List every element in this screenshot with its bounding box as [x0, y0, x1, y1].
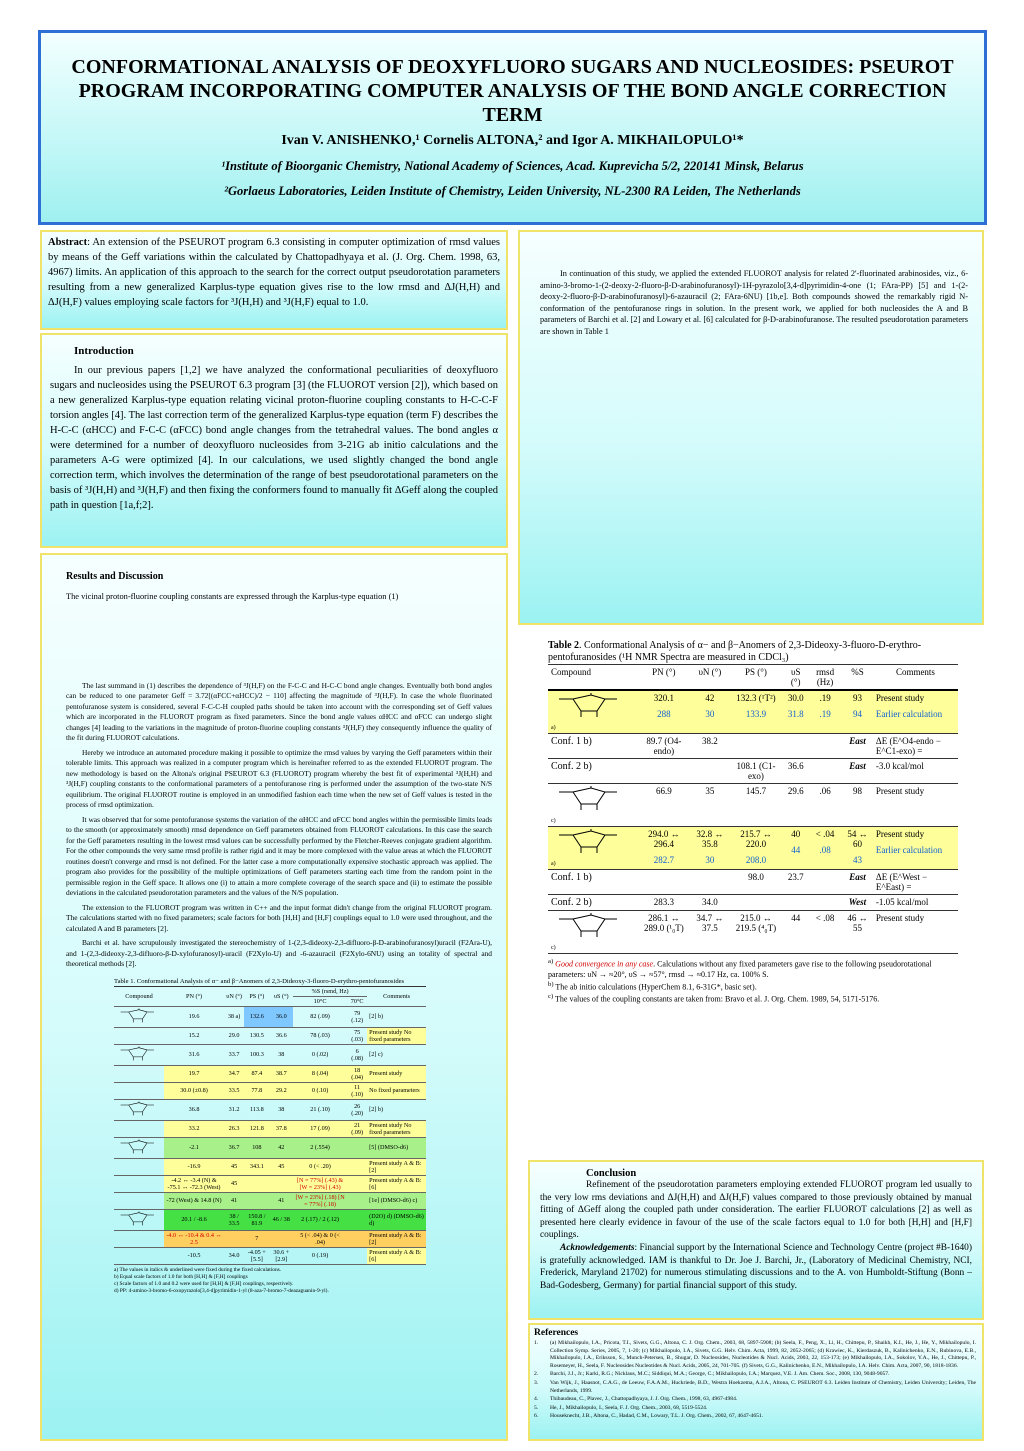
table-cell: 132.6	[244, 1006, 269, 1027]
equation-space	[66, 603, 492, 681]
table-cell-s: 98	[842, 784, 873, 827]
table-row	[548, 734, 958, 759]
t2-note: $^{c)}$ The values of the coupling constants are taken from: Bravo et al. J. Org. Chem. 1989, 54, 5171-5176.	[548, 993, 880, 1004]
table-cell-vn: 34.0	[691, 895, 728, 911]
table-cell: 41	[224, 1192, 244, 1209]
table-cell-rmsd	[808, 895, 842, 911]
table-cell: -72 (West) & 14.8 (N)	[164, 1192, 224, 1209]
table-cell: 2 (.554)	[293, 1137, 347, 1158]
table-cell-rmsd	[808, 870, 842, 895]
affiliation-1: ¹Institute of Bioorganic Chemistry, National Academy of Sciences, Acad. Kuprevicha 5/2, 220141 Minsk, Belarus	[221, 159, 804, 173]
reference-text: Houseknecht, J.B., Altona, C., Hadad, C.M., Lowary, T.L. J. Org. Chem., 2002, 67, 4647-4651.	[550, 1413, 764, 1420]
table-cell-pn	[636, 870, 691, 895]
results-paragraph-1: The last summand in (1) describes the dependence of ³J(H,F) on the F-C-C and H-C-C bond angle changes. Eventually both bond angles can be reduced to one parameter Geff = 3.72[(αFCC+αHCC)/2 − 110] affecting the magnitude of ³J(H,F). In case the whole fluorinated pentofuranose system is considered, several F-C-C-H coupled paths should be taken into account with the corresponding set of Geff values which are incorporated in the FLUOROT program as fixed parameters. Since the bond angle values αHCC and αFCC can undergo slight changes [4] leading to the variations in the magnitude of proton-fluorine coupling constants ³J(H,F) they consequently influence the quality of the fit during FLUOROT calculations.	[66, 680, 492, 742]
table-cell: 36.6	[270, 1027, 293, 1044]
table-cell	[347, 1209, 367, 1230]
table-cell: 21 (.10)	[293, 1099, 347, 1120]
table-cell: 11 (.10)	[347, 1082, 367, 1099]
table-cell: 42	[270, 1137, 293, 1158]
t2-h-pn: PN (°)	[636, 665, 691, 691]
table-cell-pn: 286.1 ↔ 289.0 (¹₀T)	[636, 911, 691, 954]
table-cell: 29.0	[224, 1027, 244, 1044]
table-cell-comment: ΔE (E^West − E^East) =	[873, 870, 958, 895]
reference-number: 3.	[534, 1379, 539, 1386]
table-2-grid	[548, 664, 958, 954]
table-cell: 78 (.03)	[293, 1027, 347, 1044]
table-cell: 45	[224, 1158, 244, 1175]
table-row	[114, 1175, 426, 1192]
reference-number: 2.	[534, 1371, 539, 1378]
reference-item	[534, 1371, 978, 1380]
t2-note: $^{b)}$ The ab initio calculations (HyperChem 8.1, 6-31G*, basic set).	[548, 980, 757, 992]
table-cell-s: 93 94	[842, 690, 873, 734]
table-cell: 17 (.09)	[293, 1120, 347, 1137]
compound-cell	[114, 1137, 164, 1158]
table-cell: 21 (.09)	[347, 1120, 367, 1137]
table-cell-vs: 30.0 31.8	[783, 690, 808, 734]
compound-cell	[114, 1120, 164, 1137]
sugar-ring-icon	[551, 829, 631, 855]
table-cell: 30.6 +[2.9]	[270, 1247, 293, 1264]
table-cell-comment: Present study Earlier calculation	[873, 690, 958, 734]
table-cell: 45	[224, 1175, 244, 1192]
table-row	[114, 1120, 426, 1137]
reference-item	[534, 1405, 978, 1414]
table-cell: 36.0	[270, 1006, 293, 1027]
t1-footnote: c) Scale factors of 1.0 and 0.2 were used for [H,H] & [F,H] couplings, respectively.	[114, 1280, 294, 1287]
table-row	[114, 1192, 426, 1209]
table-cell: 33.2	[164, 1120, 224, 1137]
table-cell: 82 (.09)	[293, 1006, 347, 1027]
table-row	[114, 1006, 426, 1027]
table-cell: 130.5	[244, 1027, 269, 1044]
compound-label: a)	[551, 861, 556, 867]
t1-h-compound: Compound	[114, 986, 164, 1006]
table-cell: -4.2 ↔ -3.4 (N) & -75.1 ↔ -72.3 (West)	[164, 1175, 224, 1192]
table-cell	[244, 1192, 269, 1209]
table-cell: 29.2	[270, 1082, 293, 1099]
compound-cell	[548, 870, 636, 895]
compound-cell	[114, 1027, 164, 1044]
t1-h-ps: PS (°)	[244, 986, 269, 1006]
compound-cell	[114, 1099, 164, 1120]
reference-number: 1.	[534, 1340, 539, 1346]
comment-cell: [2] c)	[367, 1044, 426, 1065]
sugar-ring-icon	[116, 1008, 162, 1024]
comment-cell: [5] (DMSO-d6)	[367, 1137, 426, 1158]
table-cell-rmsd	[808, 759, 842, 784]
table-cell	[270, 1230, 293, 1247]
reference-text: Barchi, J.J., Jr.; Karki, R.G.; Nicklaus, M.C.; Siddiqui, M.A.; George, C.; Mikhailopulo, I.A.; Marquez, V.E. J. Am. Chem. Soc., 2008, 130, 9048-9057.	[550, 1371, 890, 1378]
table-row	[548, 690, 958, 734]
compound-cell	[548, 784, 636, 827]
continuation-panel	[518, 230, 984, 625]
table-cell-vn	[691, 870, 728, 895]
table-cell: 75 (.03)	[347, 1027, 367, 1044]
compound-cell	[548, 734, 636, 759]
table-cell: 20.1 / -8.6	[164, 1209, 224, 1230]
table-cell-comment: Present study	[873, 911, 958, 954]
table-cell-pn	[636, 759, 691, 784]
table-cell: 38	[270, 1099, 293, 1120]
authors: Ivan V. ANISHENKO,¹ Cornelis ALTONA,² and Igor A. MIKHAILOPULO¹*	[281, 133, 744, 148]
abstract-panel	[40, 230, 508, 330]
compound-cell	[548, 911, 636, 954]
table-cell: 5 (< .04) & 0 (< .04)	[293, 1230, 347, 1247]
abstract-label: Abstract	[48, 237, 88, 248]
acknowledgements: Acknowledgements: Financial support by the International Science and Technology Centre (project #B-1640) is gratefully acknowledged. IAM is thankful to Dr. Joe J. Barchi, Jr., (Laboratory of Medicinal Chemistry, NCI, Frederick, Maryland 21702) for numerous stimulating discussions and to the A. von Humboldt-Stiftung (Bonn – Bad-Godesberg, Germany) for partial financial support of this study.	[540, 1242, 972, 1291]
t1-h-s: %S (rsmd, Hz)	[293, 986, 367, 996]
table-cell: 0 (< .20)	[293, 1158, 347, 1175]
compound-cell	[114, 1175, 164, 1192]
table-row	[548, 784, 958, 827]
conclusion-panel	[528, 1160, 984, 1320]
references-heading: References	[534, 1328, 579, 1338]
table-cell-vn: 38.2	[691, 734, 728, 759]
table-cell-s: East	[842, 759, 873, 784]
table-cell: 121.8	[244, 1120, 269, 1137]
table-row	[548, 911, 958, 954]
table-cell	[224, 1230, 244, 1247]
t2-h-s: %S	[842, 665, 873, 691]
table-cell-s: East	[842, 870, 873, 895]
table-cell-vn: 32.8 ↔ 35.8 30	[691, 827, 728, 870]
table-cell: 2 (.17) / 2 (.12)	[293, 1209, 347, 1230]
results-lead: The vicinal proton-fluorine coupling constants are expressed through the Karplus-type equation (1)	[66, 592, 399, 601]
table-row	[114, 1247, 426, 1264]
results-heading: Results and Discussion	[66, 571, 164, 582]
compound-cell	[114, 1006, 164, 1027]
table-cell: 0 (.10)	[293, 1082, 347, 1099]
table-cell: -4.0 ↔ -10.4 & 0.4 ↔ 2.5	[164, 1230, 224, 1247]
t2-h-vn: υN (°)	[691, 665, 728, 691]
table-cell: 150.8 / 81.9	[244, 1209, 269, 1230]
results-panel	[40, 553, 508, 1441]
table-cell-ps	[729, 734, 784, 759]
table-cell: 87.4	[244, 1065, 269, 1082]
table-cell: 37.8	[270, 1120, 293, 1137]
results-paragraph-5: Barchi et al. have scrupulously investigated the stereochemistry of 1-(2,3-dideoxy-2,3-difluoro-β-D-arabinofuranosyl)uracil (F2Ara-U), and 1-(2,3-dideoxy-2,3-difluoro-β-D-xylofuranosyl)-uracil (F2Xylo-U) and -6-azauracil (F2Xylo-6NU) using an totality of spectral and theoretical methods [2].	[66, 938, 492, 968]
table-cell-rmsd: .06	[808, 784, 842, 827]
table-1	[114, 978, 426, 1295]
table-cell: 41	[270, 1192, 293, 1209]
comment-cell: No fixed parameters	[367, 1082, 426, 1099]
table-cell: 34.0	[224, 1247, 244, 1264]
table-cell	[347, 1247, 367, 1264]
table-cell: 34.7	[224, 1065, 244, 1082]
table-1-footnotes	[114, 1267, 426, 1295]
introduction-text: In our previous papers [1,2] we have analyzed the conformational peculiarities of deoxyfluoro sugars and nucleosides using the PSEUROT 6.3 program [3] (the FLUOROT version [2]), which based on a new generalized Karplus-type equation relating vicinal proton-fluorine coupling constants to H-C-C-F torsion angles [4]. The last correction term of the generalized Karplus-type equation (term F) describes the H-C-C (αHCC) and F-C-C (αFCC) bond angle changes from the tetrahedral values. The bond angles α were determined for a number of deoxyfluoro nucleosides from 3-21G ab initio calculations and the parameters A-G were optimized [4]. In our calculations, we used slightly changed the bond angle correction term, which involves the determination of the range of best pseudorotational parameters on the basis of ³J(H,H) and ³J(H,F) and then fixing the conformers found to manually fit ΔGeff along the coupled path in question [1a,f;2].	[50, 365, 498, 511]
compound-cell	[548, 827, 636, 870]
table-cell-comment: Present study	[873, 784, 958, 827]
t1-h-10c: 10°C	[293, 996, 347, 1006]
table-cell: -2.1	[164, 1137, 224, 1158]
table-cell-ps: 215.0 ↔ 219.5 (⁴₀T)	[729, 911, 784, 954]
table-2-notes	[548, 957, 958, 1005]
sugar-ring-icon	[116, 1211, 162, 1227]
table-cell: 18 (.04)	[347, 1065, 367, 1082]
table-cell-ps: 98.0	[729, 870, 784, 895]
table-row	[114, 1082, 426, 1099]
table-cell-rmsd: < .08	[808, 911, 842, 954]
table-cell	[347, 1175, 367, 1192]
compound-label: c)	[551, 818, 556, 824]
compound-label: Conf. 2 b)	[551, 761, 592, 772]
table-row	[548, 827, 958, 870]
table-cell-rmsd: .19 .19	[808, 690, 842, 734]
results-paragraph-3: It was observed that for some pentofuranose systems the variation of the αHCC and αFCC bond angles within the permissible limits leads to the smooth (or approximately smooth) rmsd dependence on Geff parameters obtained from FLUOROT calculations. In this case the search for the Geff parameters resulting in the lowest rmsd values can be successfully performed by the Fletcher-Reeves conjugate gradient algorithm. For the other compounds the very same rmsd profile is rather rigid and it may be more complexed with the value areas at which the FLUOROT routines doesn't converge and rmsd is not defined. For the latter case a more computationally expensive stochastic approach was applied. The program also provides for the possibility of the multiple optimizations of Geff parameters starting each time from the random point in the permissible region in the Geff space. It allows one (i) to attain a more complete coverage of the search space and (ii) to estimate the possible deviations in the calculated pseudorotation parameters and the values of the N/S population.	[66, 814, 492, 897]
table-row	[548, 759, 958, 784]
reference-text: Thibaudeau, C., Plavec, J., Chattopadhyaya, J. J. Org. Chem., 1998, 63, 4967-4984.	[550, 1396, 738, 1403]
compound-label: c)	[551, 945, 556, 951]
table-cell-s: West	[842, 895, 873, 911]
t1-footnote: b) Equal scale factors of 1.0 for both [H,H] & [F,H] couplings	[114, 1273, 248, 1280]
compound-cell	[114, 1230, 164, 1247]
introduction-heading: Introduction	[74, 345, 134, 357]
table-cell: 7	[244, 1230, 269, 1247]
sugar-ring-icon	[551, 786, 631, 812]
compound-cell	[114, 1209, 164, 1230]
t2-h-ps: PS (°)	[729, 665, 784, 691]
t2-note: $^{a)}$ Good convergence in any case. Calculations without any fixed parameters gave rise to the following pseudorotational parameters: υN → ≈20°, υS → ≈57°, rmsd → ≈0.17 Hz, ca. 100% S.	[548, 958, 932, 979]
table-cell: 108	[244, 1137, 269, 1158]
comment-cell: Present study A & B: [2]	[367, 1230, 426, 1247]
reference-item	[534, 1413, 978, 1422]
t1-h-70c: 70°C	[347, 996, 367, 1006]
table-row	[548, 870, 958, 895]
comment-cell: Present study No fixed parameters	[367, 1027, 426, 1044]
table-cell-ps: 132.3 (¹T²) 133.9	[729, 690, 784, 734]
table-cell-comment: -1.05 kcal/mol	[873, 895, 958, 911]
table-row	[114, 1044, 426, 1065]
table-cell-pn: 294.0 ↔ 296.4 282.7	[636, 827, 691, 870]
comment-cell: Present study	[367, 1065, 426, 1082]
reference-item	[534, 1340, 978, 1371]
references-list	[534, 1340, 978, 1422]
results-paragraph-4: The extension to the FLUOROT program was written in C++ and the input format didn't change from the original FLUOROT program. The calculations started with no fixed parameters; scale factors for both [H,H] and [H,F] couplings equal to 1.0 were used throughout, and the calculated A and B parameters [2].	[66, 902, 492, 933]
table-cell: [N = 77%] (.43) & [W = 23%] (.43)	[293, 1175, 347, 1192]
reference-text: Van Wijk, J., Haasnot, C.A.G., de Leeuw, F.A.A.M., Huckriede, B.D., Westra Hoekzema, A.J.A., Altona, C. PSEUROT 6.3. Leiden Institute of Chemistry, Leiden University; Leiden, The Netherlands, 1999.	[550, 1379, 976, 1394]
comment-cell: Present study A & B: [6]	[367, 1247, 426, 1264]
table-row	[114, 1099, 426, 1120]
compound-cell	[114, 1065, 164, 1082]
compound-cell	[548, 690, 636, 734]
table-cell-vn: 42 30	[691, 690, 728, 734]
compound-cell	[548, 895, 636, 911]
table-cell-s: East	[842, 734, 873, 759]
table-cell-pn: 66.9	[636, 784, 691, 827]
title-panel	[38, 30, 987, 225]
t2-h-comments: Comments	[873, 665, 958, 691]
comment-cell: Present study A & B: [6]	[367, 1175, 426, 1192]
table-cell: 15.2	[164, 1027, 224, 1044]
table-cell: 38 a)	[224, 1006, 244, 1027]
table-cell	[270, 1175, 293, 1192]
comment-cell: Present study A & B: [2]	[367, 1158, 426, 1175]
reference-item	[534, 1380, 978, 1396]
t1-h-vs: υS (°)	[270, 986, 293, 1006]
table-cell-comment: ΔE (E^O4-endo − E^C1-exo) =	[873, 734, 958, 759]
table-2-caption: Table 2. Conformational Analysis of α− and β−Anomers of 2,3-Dideoxy-3-fluoro-D-erythro-pentofuranosides (¹H NMR Spectra are measured in CDCl₃)	[548, 640, 922, 663]
table-cell	[244, 1175, 269, 1192]
table-cell-vs: 23.7	[783, 870, 808, 895]
t1-footnote: a) The values in italics & underlined were fixed during the fixed calculations.	[114, 1266, 282, 1273]
sugar-ring-icon	[551, 913, 631, 939]
abstract-text: Abstract: An extension of the PSEUROT program 6.3 consisting in computer optimization of rmsd values by means of the Geff variations within the calculated by Chattopadhyaya et al. (J. Org. Chem. 1998, 63, 4967) limits. An application of this approach to the search for the correct output pseudorotation parameters resulting from a new generalized Karplus-type equation gives rise to the low rmsd and ΔJ(H,H) and ΔJ(H,F) values employing scale factors for ³J(H,H) and ³J(H,F) equal to 1.0.	[48, 237, 500, 308]
introduction-panel	[40, 333, 508, 548]
table-cell: -10.5	[164, 1247, 224, 1264]
comment-cell: [2] b)	[367, 1006, 426, 1027]
reference-text: He, J., Mikhailopulo, I., Seela, F. J. Org. Chem., 2003, 68, 5519-5524.	[550, 1404, 708, 1411]
table-cell: 6 (.08)	[347, 1044, 367, 1065]
table-cell-pn: 283.3	[636, 895, 691, 911]
comment-cell: (D2O) d) (DMSO-d6) d)	[367, 1209, 426, 1230]
table-cell-s: 54 ↔ 60 43	[842, 827, 873, 870]
table-cell-vn: 34.7 ↔ 37.5	[691, 911, 728, 954]
sugar-ring-icon	[116, 1046, 162, 1062]
sugar-ring-icon	[116, 1139, 162, 1155]
table-row	[114, 1137, 426, 1158]
table-cell-rmsd	[808, 734, 842, 759]
table-cell-vs: 44	[783, 911, 808, 954]
table-2	[548, 640, 958, 1005]
table-cell-vs	[783, 734, 808, 759]
table-cell: 8 (.04)	[293, 1065, 347, 1082]
comment-cell: [2] b)	[367, 1099, 426, 1120]
compound-label: Conf. 1 b)	[551, 872, 592, 883]
table-1-caption: Table 1. Conformational Analysis of α− and β−Anomers of 2,3-Dideoxy-3-fluoro-D-erythro-pentofuranosides	[114, 977, 405, 985]
table-cell: -16.9	[164, 1158, 224, 1175]
table-cell: 45	[270, 1158, 293, 1175]
t1-h-pn: PN (°)	[164, 986, 224, 1006]
table-1-grid	[114, 986, 426, 1265]
table-cell: 0 (.19)	[293, 1247, 347, 1264]
table-row	[114, 1027, 426, 1044]
references-panel	[528, 1323, 984, 1441]
table-cell-pn: 89.7 (O4-endo)	[636, 734, 691, 759]
table-cell-vn	[691, 759, 728, 784]
table-cell-vs	[783, 895, 808, 911]
compound-cell	[114, 1082, 164, 1099]
table-cell: 31.6	[164, 1044, 224, 1065]
conclusion-heading: Conclusion	[586, 1168, 637, 1179]
table-cell-comment: -3.0 kcal/mol	[873, 759, 958, 784]
table-cell: 31.2	[224, 1099, 244, 1120]
table-cell-rmsd: < .04 .08	[808, 827, 842, 870]
t1-footnote: d) PP: 4-amino-3-bromo-6-oxopyrazolo[3,4-d]pyrimidin-1-yl (8-aza-7-bromo-7-deazaguanin-9-yl).	[114, 1287, 329, 1294]
table-cell: 19.7	[164, 1065, 224, 1082]
compound-cell	[114, 1247, 164, 1264]
comment-cell: Present study No fixed parameters	[367, 1120, 426, 1137]
compound-cell	[114, 1044, 164, 1065]
results-paragraph-2: Hereby we introduce an automated procedure making it possible to optimize the rmsd values by varying the Geff parameters within their tolerable limits. This approach was realized in a computer program which is hereinafter referred to as the extended FLUOROT program. The new methodology is based on the Altona's original PSEUROT 6.3 (FLUOROT) program whereby the best fit of experimental ³J(H,H) and ³J(H,F) coupling constants to the conformational parameters of a pentofuranose ring is performed under the assumption of the two-state N/S equilibrium. The original FLUOROT routine is employed in an unmodified fashion each time when the new set of Geff values is tested in the process of rmsd optimization.	[66, 747, 492, 809]
conclusion-text: Refinement of the pseudorotation parameters employing extended FLUOROT program led usually to the very low rms deviations and ΔJ(H,H) and ΔJ(H,F) values compared to those previously obtained by manual fitting of ΔGeff along the coupled path under consideration. The earlier FLUOROT calculations [2] as well as presented here clearly evidence in favour of the use of the scale factors equal to 1.0 for both [H,H] and [H,F] couplings.	[540, 1180, 972, 1241]
table-cell: 0 (.02)	[293, 1044, 347, 1065]
table-cell	[347, 1192, 367, 1209]
table-cell: [W = 23%] (.18) [N = 77%] (.18)	[293, 1192, 347, 1209]
table-row	[114, 1065, 426, 1082]
table-cell	[347, 1137, 367, 1158]
table-cell	[347, 1230, 367, 1247]
table-cell: 343.1	[244, 1158, 269, 1175]
table-cell: 33.5	[224, 1082, 244, 1099]
reference-item	[534, 1396, 978, 1405]
table-cell: 100.3	[244, 1044, 269, 1065]
table-cell: 30.0 (±0.8)	[164, 1082, 224, 1099]
compound-cell	[114, 1192, 164, 1209]
table-cell-ps	[729, 895, 784, 911]
sugar-ring-icon	[116, 1101, 162, 1117]
compound-label: a)	[551, 725, 556, 731]
table-cell: 26.3	[224, 1120, 244, 1137]
compound-label: Conf. 2 b)	[551, 897, 592, 908]
continuation-text: In continuation of this study, we applied the extended FLUOROT analysis for related 2'-fluorinated arabinosides, viz., 6-amino-3-bromo-1-(2-deoxy-2-fluoro-β-D-arabinofuranosyl)-1H-pyrazolo[3,4-d]pyrimidin-4-one (1; FAra-PP) [5] and 1-(2-deoxy-2-fluoro-β-D-arabinofuranosyl)-6-azauracil (2; FAra-6NU) [1b,e]. Both compounds showed the remarkably rigid N-conformation of the pentofuranose rings in solution. In the present work, we applied for both nucleosides the A and B parameters of Barchi et al. [2] and Lowary et al. [6] calculated for β-D-arabinofuranose. The resulted pseudorotation parameters are shown in Table 1	[540, 269, 968, 336]
table-cell-ps: 215.7 ↔ 220.0 208.0	[729, 827, 784, 870]
table-cell-ps: 145.7	[729, 784, 784, 827]
table-row	[548, 895, 958, 911]
table-cell-vs: 36.6	[783, 759, 808, 784]
table-cell: 36.8	[164, 1099, 224, 1120]
t2-h-compound: Compound	[548, 665, 636, 691]
table-cell: 77.8	[244, 1082, 269, 1099]
table-cell-s: 46 ↔ 55	[842, 911, 873, 954]
table-cell: 38.7	[270, 1065, 293, 1082]
poster-title: CONFORMATIONAL ANALYSIS OF DEOXYFLUORO SUGARS AND NUCLEOSIDES: PSEUROT PROGRAM INCORPORATING COMPUTER ANALYSIS OF THE BOND ANGLE CORRECTION TERM	[71, 56, 954, 126]
table-cell	[347, 1158, 367, 1175]
t1-h-vn: υN (°)	[224, 986, 244, 1006]
table-cell: 38	[270, 1044, 293, 1065]
table-cell-ps: 108.1 (C1-exo)	[729, 759, 784, 784]
table-cell: 36.7	[224, 1137, 244, 1158]
table-cell-pn: 320.1 288	[636, 690, 691, 734]
table-cell-vs: 40 44	[783, 827, 808, 870]
table-row	[114, 1209, 426, 1230]
table-cell-vn: 35	[691, 784, 728, 827]
table-cell: 79 (.12)	[347, 1006, 367, 1027]
table-cell: 19.6	[164, 1006, 224, 1027]
table-row	[114, 1158, 426, 1175]
table-cell: 26 (.20)	[347, 1099, 367, 1120]
reference-number: 4.	[534, 1396, 539, 1403]
table-cell: 33.7	[224, 1044, 244, 1065]
t2-h-vs: υS (°)	[783, 665, 808, 691]
compound-cell	[114, 1158, 164, 1175]
table-row	[114, 1230, 426, 1247]
reference-number: 5.	[534, 1404, 539, 1411]
compound-label: Conf. 1 b)	[551, 736, 592, 747]
table-cell: 113.8	[244, 1099, 269, 1120]
table-cell: 46 / 38	[270, 1209, 293, 1230]
sugar-ring-icon	[551, 693, 631, 719]
affiliation-2: ²Gorlaeus Laboratories, Leiden Institute of Chemistry, Leiden University, NL-2300 RA Leiden, The Netherlands	[224, 184, 801, 198]
compound-cell	[548, 759, 636, 784]
comment-cell: [1e] (DMSO-d6) c)	[367, 1192, 426, 1209]
reference-text: (a) Mikhailopulo, I.A., Pricota, T.I., Sivets, G.G., Altona, C. J. Org. Chem., 2003, 68, 5897-5908; (b) Seela, F., Peng, X., Li, H., Chittepu, P., Shaikh, K.I., He, J., He, Y., Mikhailopulo, I. Collection Symp. Series, 2005, 7, 1-20; (c) Mikhailopulo, I.A., Sivets, G.G. Helv. Chim. Acta, 1999, 82, 2052-2065; (d) Krawiec, K., Kierdaszuk, B., Kalinichenko, E.N., Rubinova, E.B., Mikhailopulo, I.A., Eriksson, S., Munch-Petersen, B., Shugar, D. Nucleosides, Nucleotides & Nucl. Acids, 2003, 22, 153-173; (e) Mikhailopulo, I.A., Sokolov, Y.A., He, J., Chittepu, P., Rosemeyer, H., Seela, F. Nucleosides Nucleotides & Nucl. Acids, 2005, 24, 701-705. (f) Sivets, G.G., Kalinichenko, E.N., Mikhailopulo, I.A. Helv. Chim. Acta, 2007, 90, 1818-1836.	[550, 1340, 976, 1369]
table-cell: 38 / 33.5	[224, 1209, 244, 1230]
t1-h-comments: Comments	[367, 986, 426, 1006]
table-cell: -4.05 +[5.5]	[244, 1247, 269, 1264]
reference-number: 6.	[534, 1413, 539, 1420]
t2-h-rmsd: rmsd (Hz)	[808, 665, 842, 691]
table-cell-vs: 29.6	[783, 784, 808, 827]
table-cell-comment: Present study Earlier calculation	[873, 827, 958, 870]
